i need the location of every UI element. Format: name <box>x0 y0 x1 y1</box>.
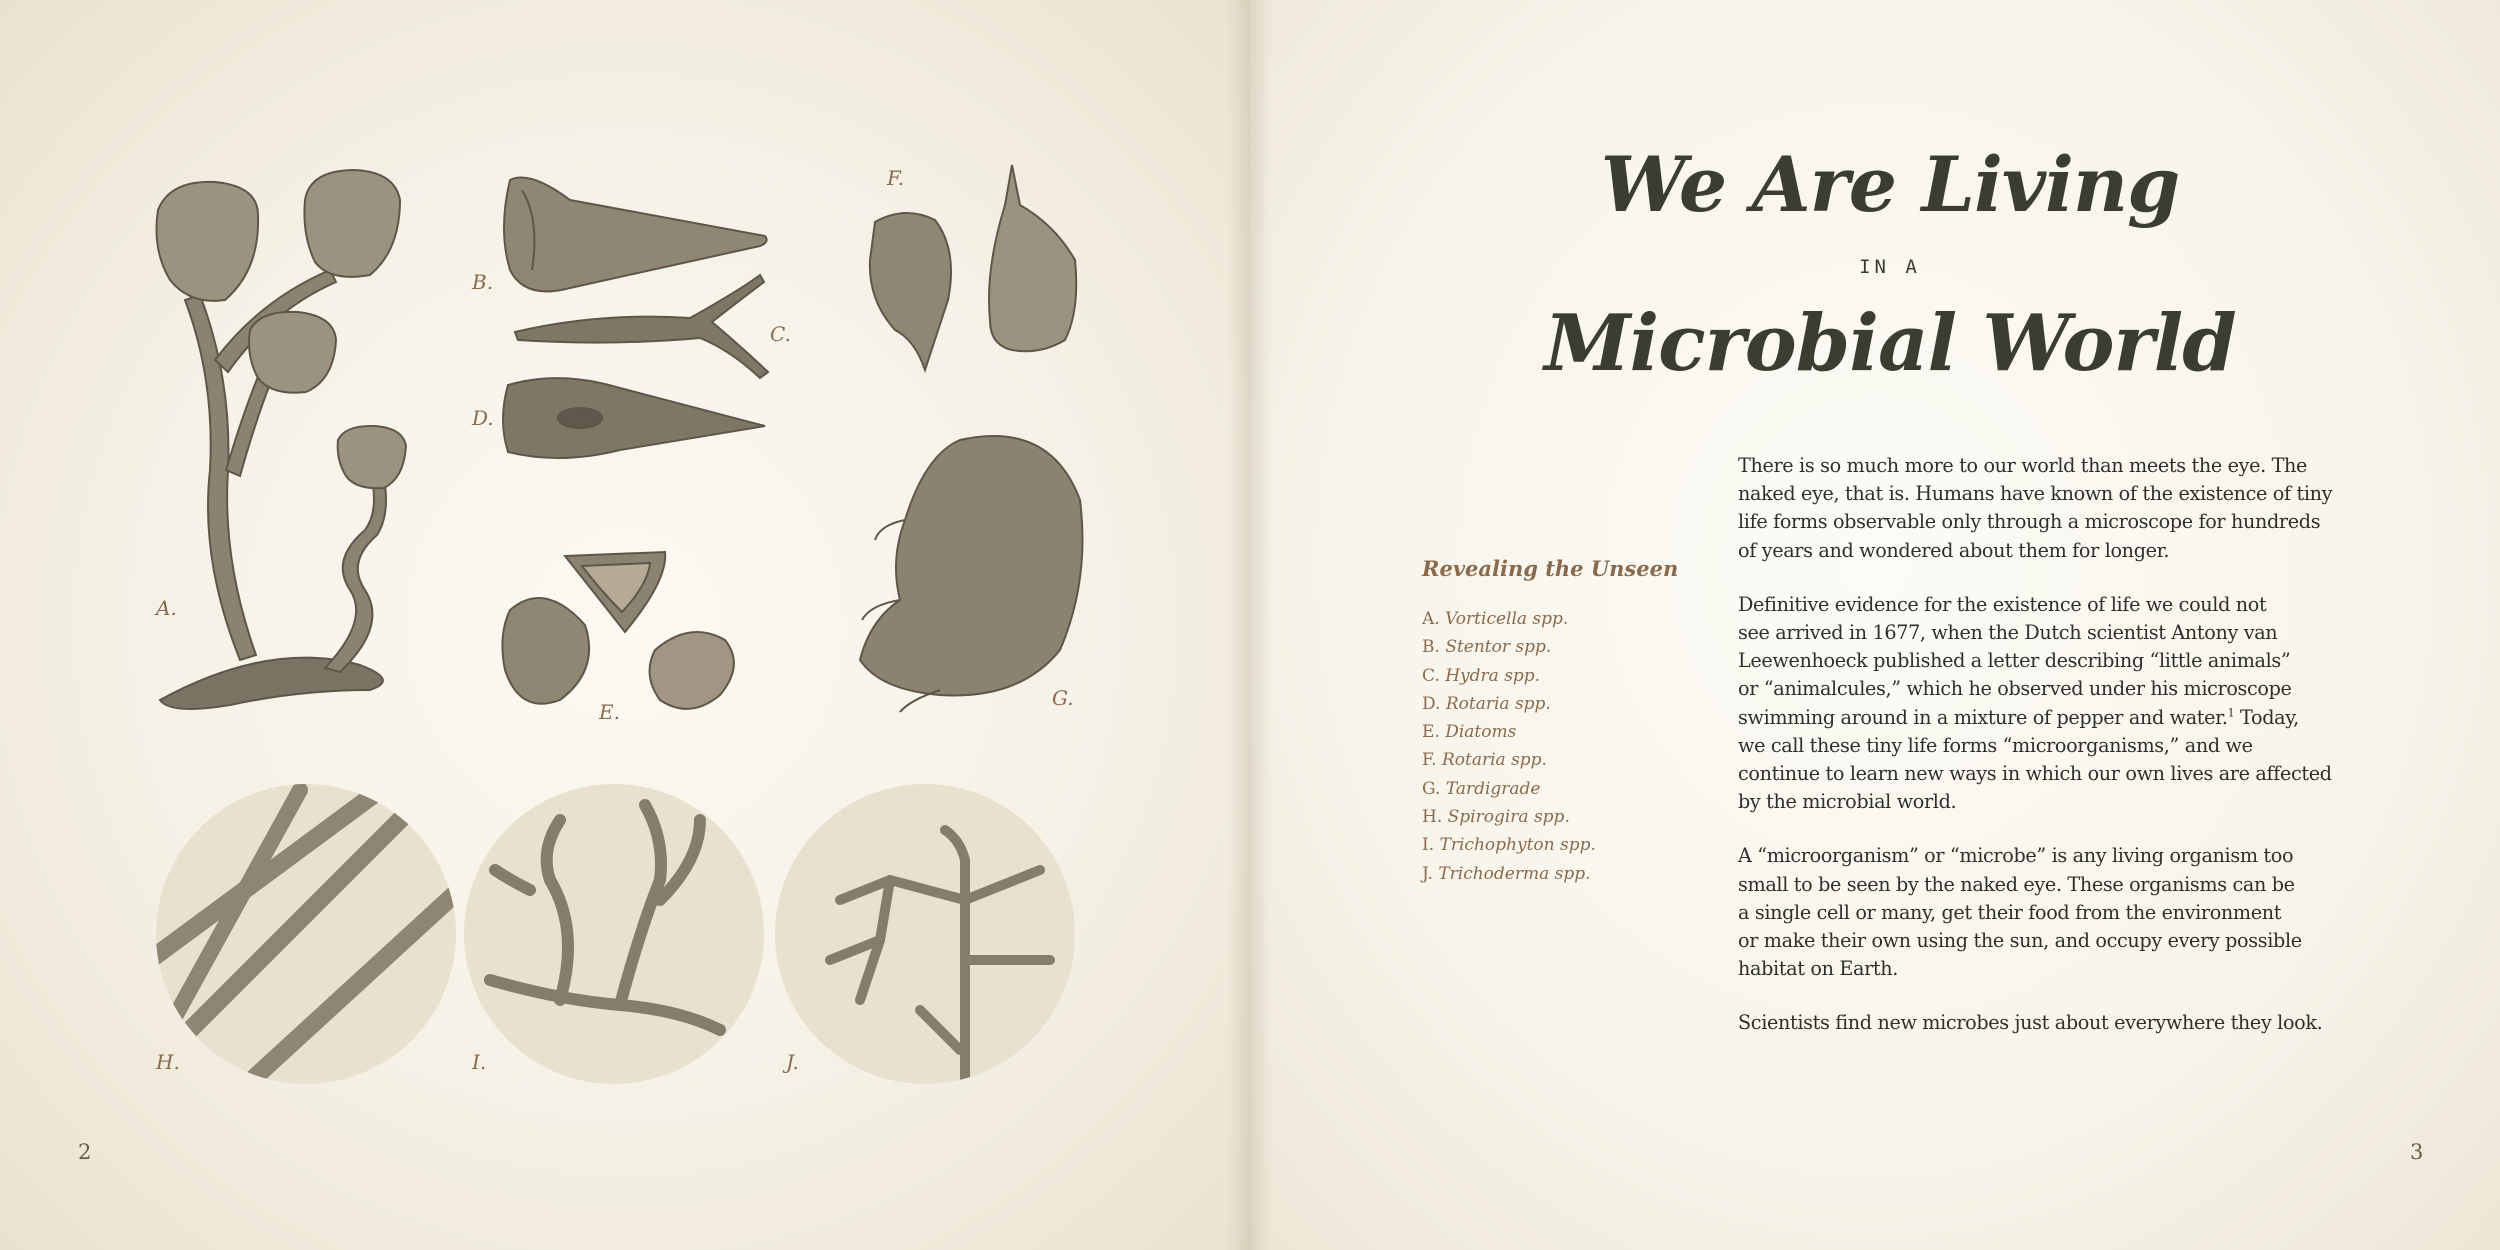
text-fragment: swimming around in a mixture of pepper and water. <box>1738 705 2228 729</box>
legend-item <box>1422 633 1722 661</box>
legend-item <box>1422 690 1722 718</box>
legend-letter: J. <box>1422 863 1433 884</box>
sidebar-heading: Revealing the Unseen <box>1422 556 1679 581</box>
legend-item <box>1422 831 1722 859</box>
vorticella-illustration <box>157 170 407 709</box>
text-line: life forms observable only through a microscope for hundreds <box>1738 510 2321 534</box>
text-line: by the microbial world. <box>1738 790 1957 814</box>
text-line: see arrived in 1677, when the Dutch scientist Antony van <box>1738 621 2278 645</box>
legend-item <box>1422 860 1722 888</box>
figure-label-e: E. <box>599 700 620 724</box>
title-line-2: Microbial World <box>1544 298 2236 389</box>
body-text <box>1738 452 2353 1064</box>
left-page-number: 2 <box>78 1140 92 1164</box>
rotaria-elongated-illustration <box>503 378 765 458</box>
title-connector: IN A <box>1859 256 1921 278</box>
legend-name: Spirogira spp. <box>1447 807 1570 828</box>
text-line: naked eye, that is. Humans have known of the existence of tiny <box>1738 482 2333 506</box>
figure-label-j: J. <box>786 1050 799 1074</box>
text-line: continue to learn new ways in which our own lives are affected <box>1738 762 2332 786</box>
legend-letter: A. <box>1422 609 1440 629</box>
rotaria-pair-illustration <box>870 165 1076 370</box>
legend-letter: D. <box>1422 693 1441 714</box>
stentor-illustration <box>504 178 767 292</box>
title-line-1: We Are Living <box>1600 140 2180 229</box>
diatoms-illustration <box>502 552 733 709</box>
legend-name: Rotaria spp. <box>1441 750 1547 771</box>
legend-letter: C. <box>1422 665 1440 686</box>
footnote-marker: 1 <box>2227 706 2235 720</box>
legend-name: Vorticella spp. <box>1445 609 1569 629</box>
paragraph-3 <box>1738 842 2353 983</box>
trichoderma-circle <box>775 784 1075 1084</box>
figure-label-g: G. <box>1052 686 1074 710</box>
text-line: a single cell or many, get their food from the environment <box>1738 900 2282 924</box>
legend-letter: H. <box>1422 807 1443 828</box>
spirogyra-circle <box>140 784 470 1100</box>
text-line: or make their own using the sun, and occupy every possible <box>1738 929 2302 953</box>
legend-name: Diatoms <box>1445 722 1517 743</box>
legend-item <box>1422 718 1722 746</box>
legend-letter: G. <box>1422 778 1441 799</box>
legend-name: Stentor spp. <box>1445 637 1552 658</box>
right-page-number: 3 <box>2410 1140 2424 1164</box>
figure-label-i: I. <box>472 1050 487 1074</box>
legend-letter: F. <box>1422 750 1437 771</box>
text-line: There is so much more to our world than meets the eye. The <box>1738 454 2308 477</box>
text-line: A “microorganism” or “microbe” is any living organism too <box>1738 844 2294 868</box>
figure-label-f: F. <box>887 166 905 190</box>
text-line: small to be seen by the naked eye. These organisms can be <box>1738 872 2295 896</box>
text-line: Definitive evidence for the existence of life we could not <box>1738 592 2267 616</box>
legend-item <box>1422 605 1722 633</box>
legend-letter: E. <box>1422 722 1440 743</box>
legend-name: Trichoderma spp. <box>1438 863 1591 884</box>
legend-name: Tardigrade <box>1445 778 1541 799</box>
legend-item <box>1422 775 1722 803</box>
text-line: or “animalcules,” which he observed under his microscope <box>1738 677 2292 701</box>
text-line <box>1738 704 2353 732</box>
legend-letter: I. <box>1422 835 1435 856</box>
paragraph-4 <box>1738 1009 2353 1037</box>
legend-name: Rotaria spp. <box>1445 693 1551 714</box>
trichophyton-circle <box>464 784 764 1084</box>
text-line: we call these tiny life forms “microorganisms,” and we <box>1738 733 2253 757</box>
legend-item <box>1422 662 1722 690</box>
paragraph-1 <box>1738 452 2353 565</box>
specimen-legend <box>1422 605 1722 888</box>
text-line: Leewenhoeck published a letter describing “little animals” <box>1738 649 2291 673</box>
text-line: habitat on Earth. <box>1738 957 1899 981</box>
legend-name: Hydra spp. <box>1445 665 1541 686</box>
figure-label-h: H. <box>156 1050 180 1074</box>
legend-letter: B. <box>1422 637 1440 658</box>
figure-label-d: D. <box>472 406 494 430</box>
text-fragment: Today, <box>2234 705 2299 729</box>
legend-item <box>1422 746 1722 774</box>
text-line: of years and wondered about them for longer. <box>1738 538 2170 562</box>
tardigrade-illustration <box>860 436 1083 712</box>
figure-label-a: A. <box>156 596 177 620</box>
legend-item <box>1422 803 1722 831</box>
figure-label-c: C. <box>770 322 791 346</box>
figure-label-b: B. <box>472 270 494 294</box>
text-line: Scientists find new microbes just about everywhere they look. <box>1738 1011 2323 1035</box>
paragraph-2 <box>1738 591 2353 817</box>
legend-name: Trichophyton spp. <box>1439 835 1596 856</box>
